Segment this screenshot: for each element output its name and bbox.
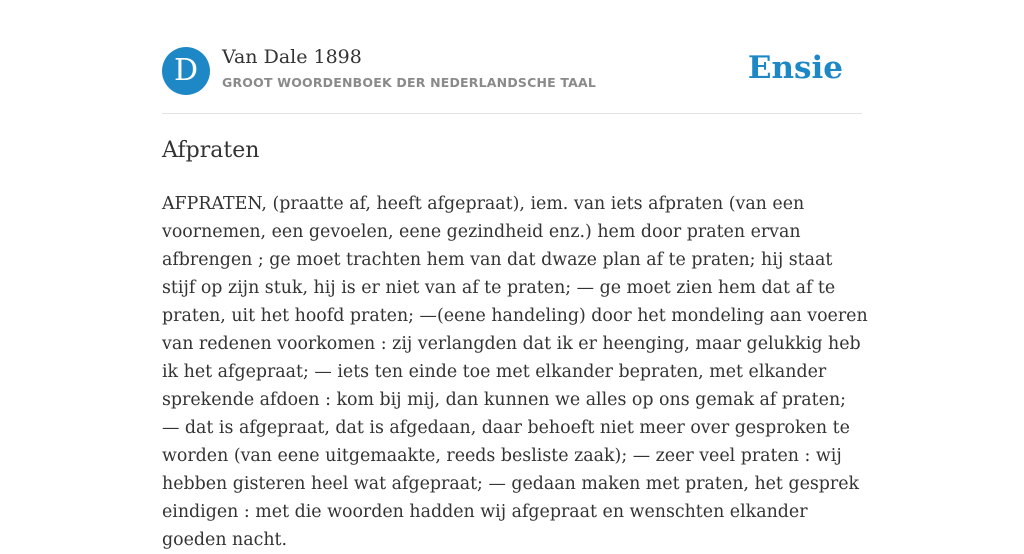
source-header (162, 46, 862, 96)
source-title[interactable]: Van Dale 1898 (222, 46, 362, 68)
entry-definition: AFPRATEN, (praatte af, heeft afgepraat), iem. van iets afpraten (van een voornemen, een gevoelen, eene gezindheid enz.) hem door praten ervan afbrengen ; ge moet trachten hem van dat dwaze plan af te praten; hij staat stijf op zijn stuk, hij is er niet van af te praten; — ge moet zien hem dat af te praten, uit het hoofd praten; —(eene handeling) door het mondeling aan voeren van redenen voorkomen : zij verlangden dat ik er heenging, maar gelukkig heb ik het afgepraat; — iets ten einde toe met elkander bepraten, met elkander sprekende afdoen : kom bij mij, dan kunnen we alles op ons gemak af praten; — dat is afgepraat, dat is afgedaan, daar behoeft niet meer over gesproken te worden (van eene uitgemaakte, reeds besliste zaak); — zeer veel praten : wij hebben gisteren heel wat afgepraat; — gedaan maken met praten, het gesprek eindigen : met die woorden hadden wij afgepraat en wenschten elkander goeden nacht. (162, 194, 868, 550)
source-subtitle: GROOT WOORDENBOEK DER NEDERLANDSCHE TAAL (222, 75, 597, 90)
ensie-logo-link[interactable]: Ensie (747, 50, 843, 86)
entry-title: Afpraten (162, 138, 260, 163)
source-avatar[interactable]: D (162, 47, 210, 95)
header-divider (162, 113, 862, 114)
